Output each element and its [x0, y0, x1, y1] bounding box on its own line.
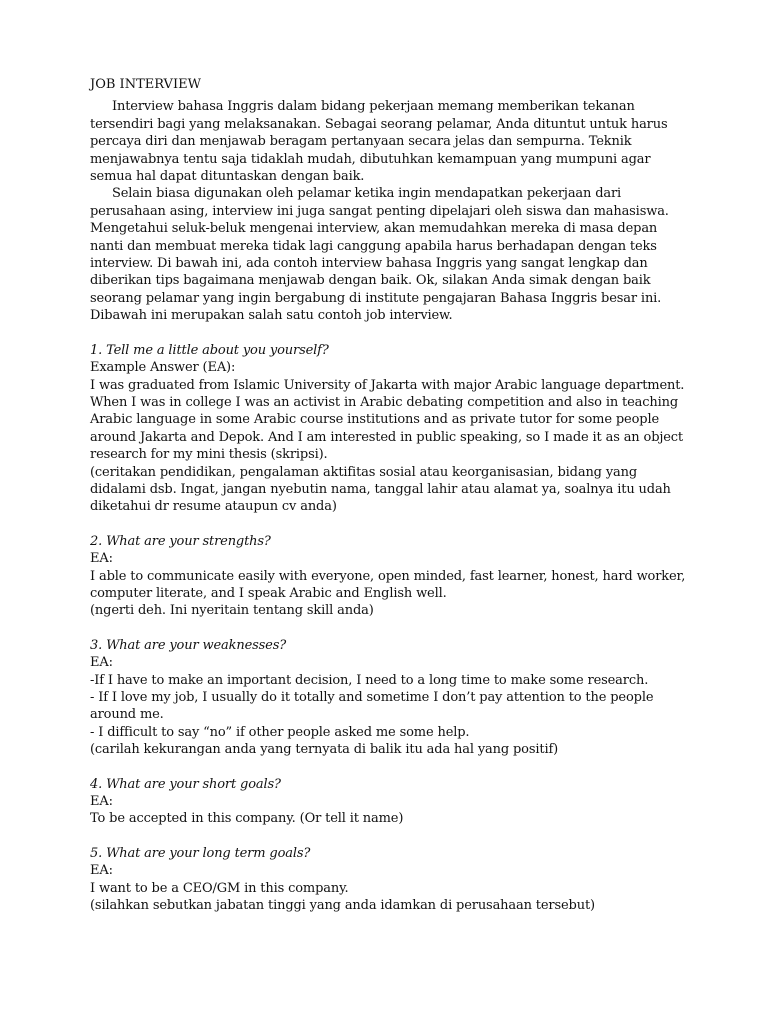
question-text: 4. What are your short goals? — [90, 776, 281, 792]
answer-note: (carilah kekurangan anda yang ternyata di balik itu ada hal yang positif) — [90, 742, 559, 758]
question-text: 1. Tell me a little about you yourself? — [90, 342, 329, 358]
document-title: JOB INTERVIEW — [90, 77, 201, 92]
answer-label: EA: — [90, 794, 113, 810]
question-block-4 — [90, 776, 690, 828]
answer-note: (silahkan sebutkan jabatan tinggi yang anda idamkan di perusahaan tersebut) — [90, 898, 595, 914]
intro-paragraph-1: Interview bahasa Inggris dalam bidang pekerjaan memang memberikan tekanan tersendiri bagi yang melaksanakan. Sebagai seorang pelamar, Anda dituntut untuk harus percaya diri dan menjawab beragam pertanyaan secara jelas dan sempurna. Teknik menjawabnya tentu saja tidaklah mudah, dibutuhkan kemampuan yang mumpuni agar semua hal dapat dituntaskan dengan baik. — [90, 99, 668, 185]
answer-text: I want to be a CEO/GM in this company. — [90, 880, 349, 896]
answer-line: - I difficult to say “no” if other people asked me some help. — [90, 724, 470, 740]
answer-line: - If I love my job, I usually do it totally and sometime I don’t pay attention to the people around me. — [90, 690, 654, 723]
intro-paragraph-2: Selain biasa digunakan oleh pelamar ketika ingin mendapatkan pekerjaan dari perusahaan asing, interview ini juga sangat penting dipelajari oleh siswa dan mahasiswa. Mengetahui seluk-beluk mengenai interview, akan memudahkan mereka di masa depan nanti dan membuat mereka tidak lagi canggung apabila harus berhadapan dengan teks interview. Di bawah ini, ada contoh interview bahasa Inggris yang sangat lengkap dan diberikan tips bagaimana menjawab dengan baik. Ok, silakan Anda simak dengan baik seorang pelamar yang ingin bergabung di institute pengajaran Bahasa Inggris besar ini. Dibawah ini merupakan salah satu contoh job interview. — [90, 186, 669, 324]
answer-label: EA: — [90, 551, 113, 567]
answer-text: I was graduated from Islamic University of Jakarta with major Arabic language department. When I was in college I was an activist in Arabic debating competition and also in teaching Arabic language in some Arabic course institutions and as private tutor for some people around Jakarta and Depok. And I am interested in public speaking, so I made it as an object research for my mini thesis (skripsi). — [90, 377, 685, 463]
answer-text: To be accepted in this company. (Or tell it name) — [90, 811, 404, 827]
question-block-3 — [90, 637, 690, 759]
question-block-5 — [90, 845, 690, 915]
answer-note: (ceritakan pendidikan, pengalaman aktifitas sosial atau keorganisasian, bidang yang didalami dsb. Ingat, jangan nyebutin nama, tanggal lahir atau alamat ya, soalnya itu udah diketahui dr resume ataupun cv anda) — [90, 464, 671, 515]
answer-label: Example Answer (EA): — [90, 360, 236, 376]
answer-line: -If I have to make an important decision, I need to a long time to make some research. — [90, 672, 649, 688]
answer-label: EA: — [90, 863, 113, 879]
question-text: 5. What are your long term goals? — [90, 845, 311, 861]
question-text: 3. What are your weaknesses? — [90, 637, 287, 653]
answer-text: I able to communicate easily with everyone, open minded, fast learner, honest, hard worker, computer literate, and I speak Arabic and English well. — [90, 568, 686, 601]
answer-note: (ngerti deh. Ini nyeritain tentang skill anda) — [90, 603, 374, 619]
question-text: 2. What are your strengths? — [90, 533, 271, 549]
question-block-1 — [90, 342, 690, 516]
document-content — [90, 76, 690, 914]
question-block-2 — [90, 533, 690, 620]
answer-label: EA: — [90, 655, 113, 671]
